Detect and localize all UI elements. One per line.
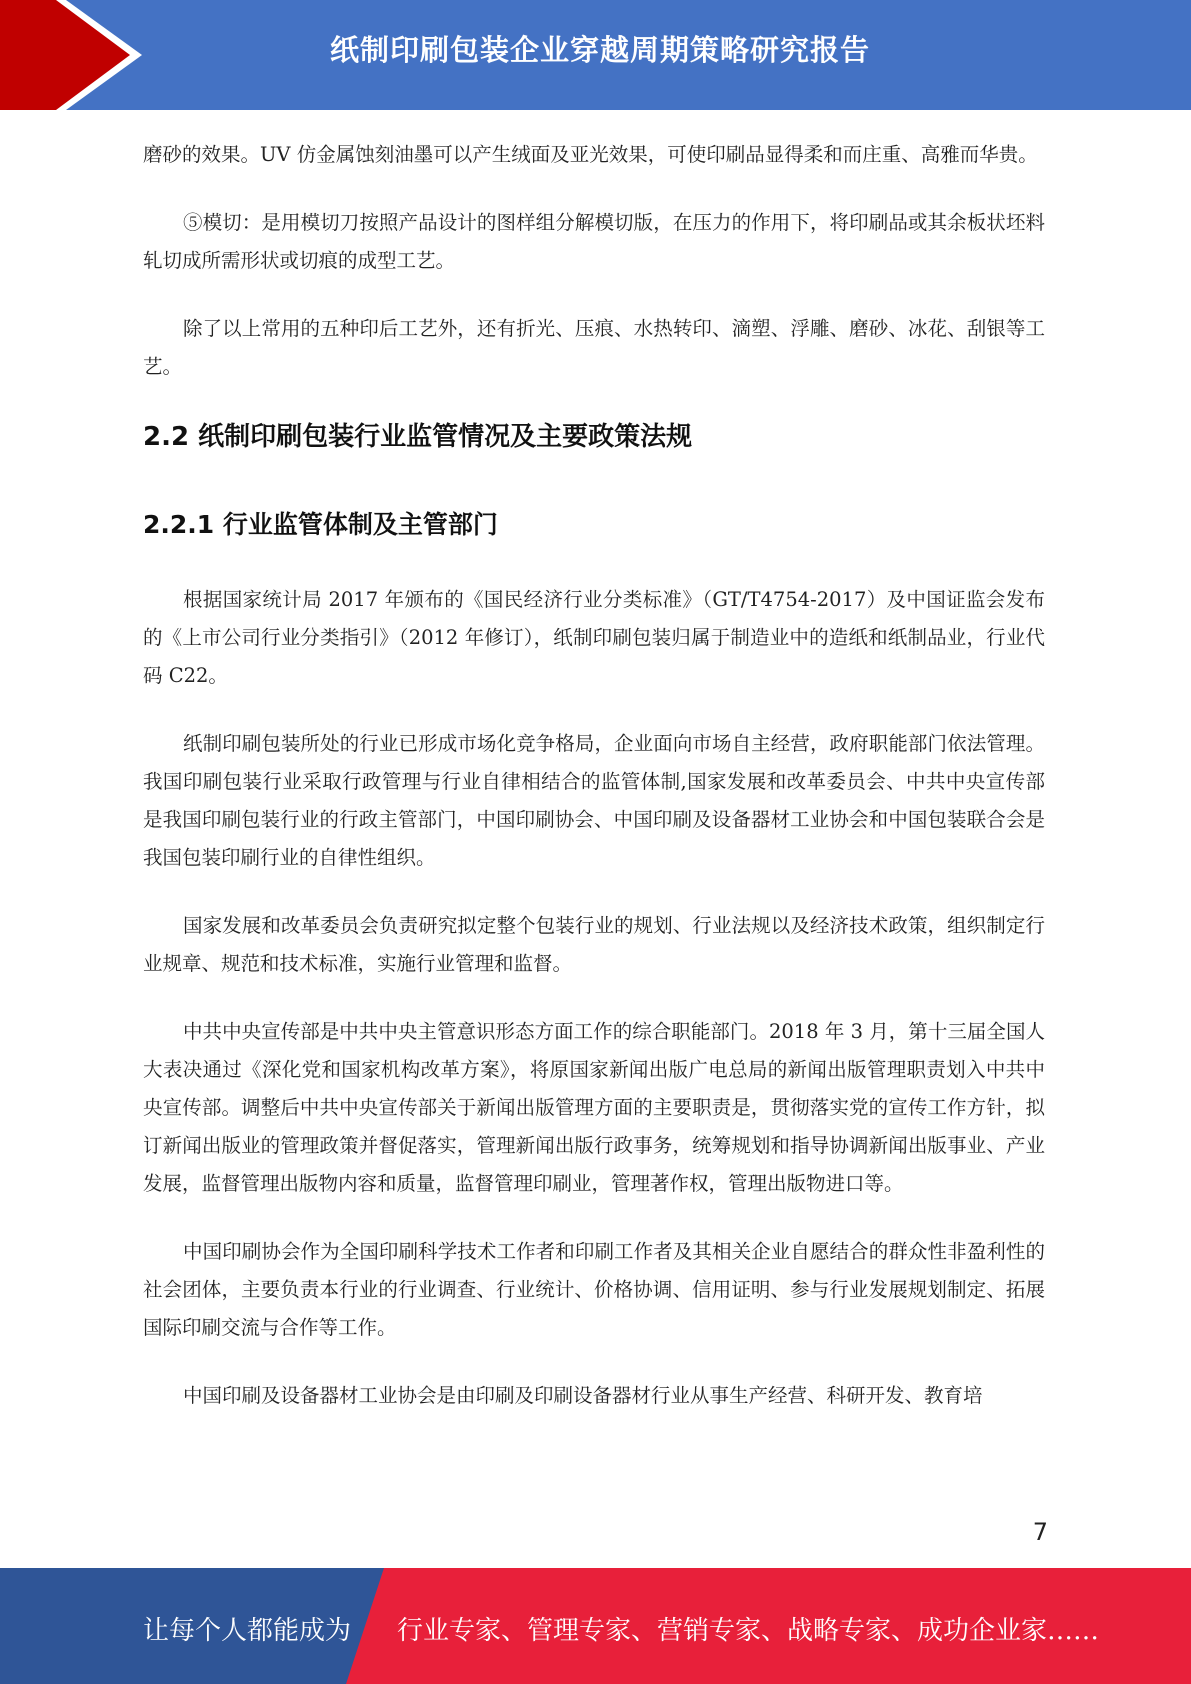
page-content [143, 130, 1045, 1445]
paragraph: 磨砂的效果。UV 仿金属蚀刻油墨可以产生绒面及亚光效果，可使印刷品显得柔和而庄重、高雅而华贵。 [143, 143, 1038, 166]
paragraph: 国家发展和改革委员会负责研究拟定整个包装行业的规划、行业法规以及经济技术政策，组织制定行业规章、规范和技术标准，实施行业管理和监督。 [143, 914, 1045, 975]
footer-slogan-left: 让每个人都能成为 [143, 1616, 352, 1646]
footer-slogan-right: 行业专家、管理专家、营销专家、战略专家、成功企业家…… [397, 1616, 1100, 1646]
header-chevron-icon [0, 0, 160, 110]
paragraph: 中国印刷及设备器材工业协会是由印刷及印刷设备器材行业从事生产经营、科研开发、教育培 [183, 1384, 983, 1407]
page-header [0, 0, 1191, 110]
paragraph: 纸制印刷包装所处的行业已形成市场化竞争格局，企业面向市场自主经营，政府职能部门依法管理。我国印刷包装行业采取行政管理与行业自律相结合的监管体制,国家发展和改革委员会、中共中央宣传部是我国印刷包装行业的行政主管部门，中国印刷协会、中国印刷及设备器材工业协会和中国包装联合会是我国包装印刷行业的自律性组织。 [143, 732, 1045, 869]
section-heading: 2.2 纸制印刷包装行业监管情况及主要政策法规 [143, 422, 693, 452]
paragraph: 中国印刷协会作为全国印刷科学技术工作者和印刷工作者及其相关企业自愿结合的群众性非盈利性的社会团体，主要负责本行业的行业调查、行业统计、价格协调、信用证明、参与行业发展规划制定、拓展国际印刷交流与合作等工作。 [143, 1240, 1045, 1339]
page-footer [0, 1568, 1191, 1684]
subsection-heading: 2.2.1 行业监管体制及主管部门 [143, 510, 498, 539]
paragraph: ⑤模切：是用模切刀按照产品设计的图样组分解模切版，在压力的作用下，将印刷品或其余板状坯料轧切成所需形状或切痕的成型工艺。 [143, 211, 1045, 272]
paragraph: 根据国家统计局 2017 年颁布的《国民经济行业分类标准》（GT/T4754-2017）及中国证监会发布的《上市公司行业分类指引》（2012 年修订），纸制印刷包装归属于制造业中的造纸和纸制品业，行业代码 C22。 [143, 588, 1045, 687]
paragraph: 除了以上常用的五种印后工艺外，还有折光、压痕、水热转印、滴塑、浮雕、磨砂、冰花、刮银等工艺。 [143, 317, 1045, 378]
paragraph: 中共中央宣传部是中共中央主管意识形态方面工作的综合职能部门。2018 年 3 月，第十三届全国人大表决通过《深化党和国家机构改革方案》，将原国家新闻出版广电总局的新闻出版管理职责划入中共中央宣传部。调整后中共中央宣传部关于新闻出版管理方面的主要职责是，贯彻落实党的宣传工作方针，拟订新闻出版业的管理政策并督促落实，管理新闻出版行政事务，统筹规划和指导协调新闻出版事业、产业发展，监督管理出版物内容和质量，监督管理印刷业，管理著作权，管理出版物进口等。 [143, 1020, 1045, 1195]
page-number: 7 [1032, 1518, 1048, 1546]
report-title: 纸制印刷包装企业穿越周期策略研究报告 [330, 33, 871, 67]
